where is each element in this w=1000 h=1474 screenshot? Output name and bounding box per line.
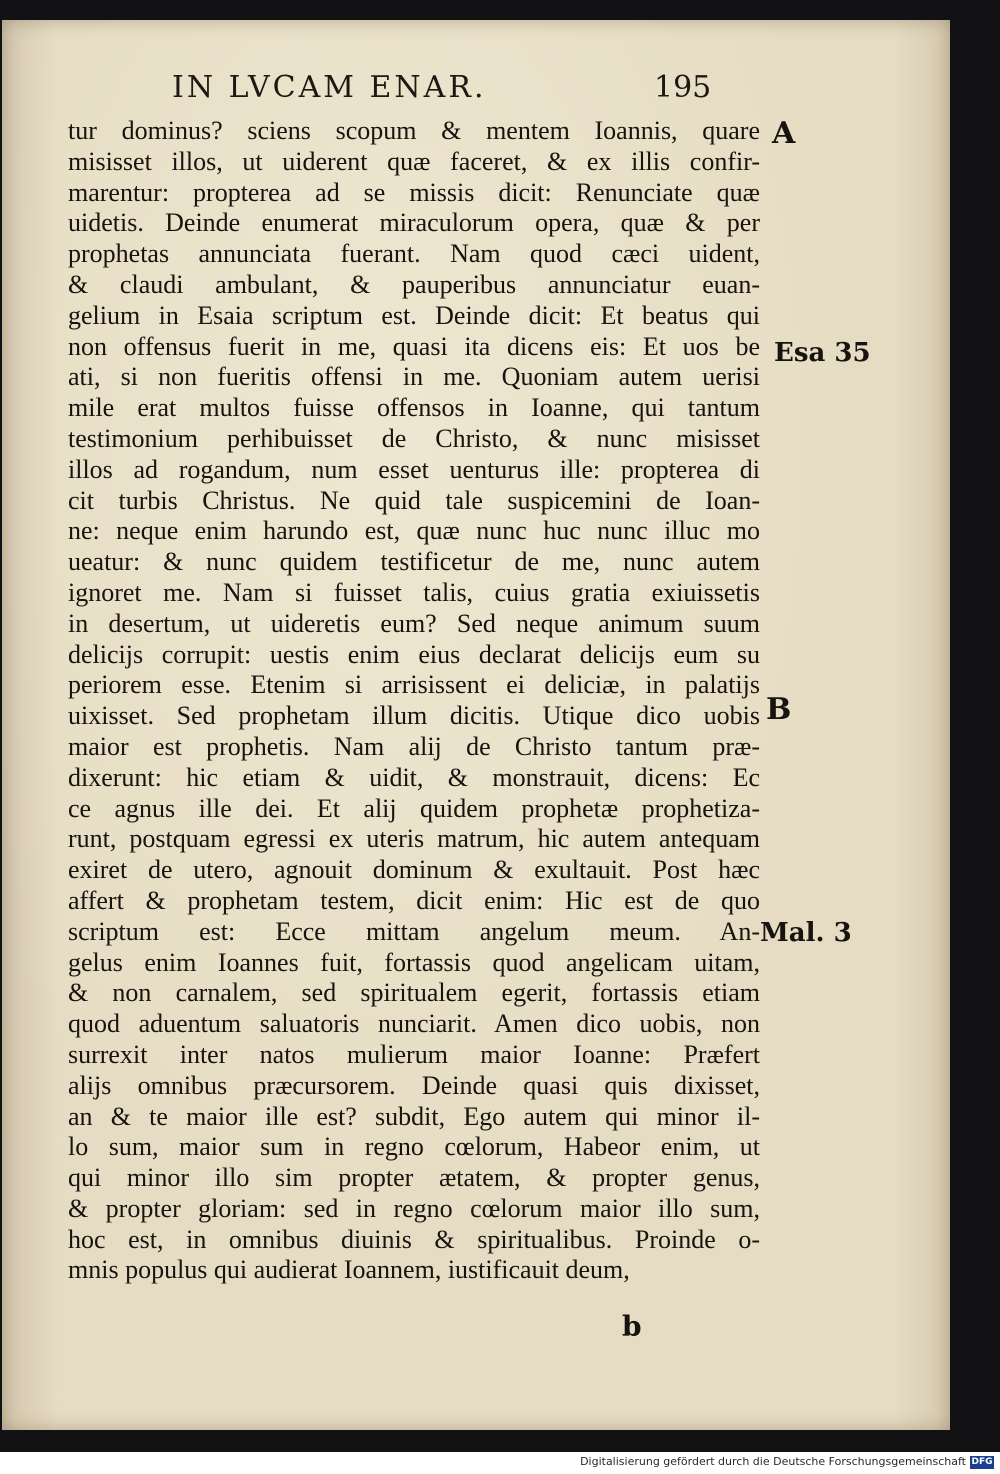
text-line: & propter gloriam: sed in regno cœlorum maior illo sum,: [68, 1193, 760, 1223]
text-line: an & te maior ille est? subdit, Ego autem qui minor il-: [68, 1101, 760, 1131]
text-line: marentur: propterea ad se missis dicit: Renunciate quæ: [68, 177, 760, 207]
text-line: in desertum, ut uideretis eum? Sed neque animum suum: [68, 608, 760, 638]
text-line: mile erat multos fuisse offensos in Ioanne, qui tantum: [68, 393, 760, 423]
page-number: 195: [654, 70, 712, 105]
running-head: IN LVCAM ENAR.: [172, 70, 487, 105]
text-line: ueatur: & nunc quidem testificetur de me, nunc autem: [68, 547, 760, 577]
text-line: dixerunt: hic etiam & uidit, & monstrauit, dicens: Ec: [68, 762, 760, 792]
text-line: exiret de utero, agnouit dominum & exultauit. Post hæc: [68, 855, 760, 885]
text-line: ce agnus ille dei. Et alij quidem prophetæ prophetiza-: [68, 793, 760, 823]
text-line: quod aduentum saluatoris nunciarit. Amen dico uobis, non: [68, 1009, 760, 1039]
text-line: maior est prophetis. Nam alij de Christo tantum præ-: [68, 731, 760, 761]
dfg-logo-icon: DFG: [971, 1457, 993, 1467]
text-line: testimonium perhibuisset de Christo, & nunc misisset: [68, 423, 760, 453]
text-line: tur dominus? sciens scopum & mentem Ioannis, quare: [68, 116, 760, 145]
body-text: [68, 116, 760, 1286]
text-line: ati, si non fueritis offensi in me. Quoniam autem uerisi: [68, 362, 760, 392]
text-line: prophetas annunciata fuerant. Nam quod cæci uident,: [68, 239, 760, 269]
text-line: non offensus fuerit in me, quasi ita dicens eis: Et uos be: [68, 331, 760, 361]
text-line: alijs omnibus præcursorem. Deinde quasi quis dixisset,: [68, 1070, 760, 1100]
margin-letter-a: A: [772, 116, 796, 151]
footer-bar: [0, 1452, 1000, 1474]
text-line: misisset illos, ut uiderent quæ faceret, & ex illis confir-: [68, 146, 760, 176]
text-line: ne: neque enim harundo est, quæ nunc huc nunc illuc mo: [68, 516, 760, 546]
signature-mark: b: [622, 1310, 642, 1343]
text-line: scriptum est: Ecce mittam angelum meum. An-: [68, 916, 760, 946]
text-line: illos ad rogandum, num esset uenturus ille: propterea di: [68, 454, 760, 484]
book-page: [2, 20, 950, 1430]
text-line: surrexit inter natos mulierum maior Ioanne: Præfert: [68, 1039, 760, 1069]
text-line: uixisset. Sed prophetam illum dicitis. Utique dico uobis: [68, 701, 760, 731]
margin-reference-malachias: Mal. 3: [760, 918, 852, 948]
text-line: gelus enim Ioannes fuit, fortassis quod angelicam uitam,: [68, 947, 760, 977]
text-line: mnis populus qui audierat Ioannem, iustificauit deum,: [68, 1255, 630, 1285]
margin-reference-esaias: Esa 35: [774, 338, 871, 368]
text-line: runt, postquam egressi ex uteris matrum, hic autem antequam: [68, 824, 760, 854]
text-line: gelium in Esaia scriptum est. Deinde dicit: Et beatus qui: [68, 300, 760, 330]
text-line: & claudi ambulant, & pauperibus annunciatur euan-: [68, 269, 760, 299]
text-line: uidetis. Deinde enumerat miraculorum opera, quæ & per: [68, 208, 760, 238]
text-line: lo sum, maior sum in regno cœlorum, Habeor enim, ut: [68, 1132, 760, 1162]
text-line: ignoret me. Nam si fuisset talis, cuius gratia exiuissetis: [68, 577, 760, 607]
text-line: qui minor illo sim propter ætatem, & propter genus,: [68, 1163, 760, 1193]
margin-letter-b: B: [766, 692, 792, 727]
text-line: hoc est, in omnibus diuinis & spiritualibus. Proinde o-: [68, 1224, 760, 1254]
text-line: & non carnalem, sed spiritualem egerit, fortassis etiam: [68, 978, 760, 1008]
text-line: periorem esse. Etenim si arrisissent ei deliciæ, in palatijs: [68, 670, 760, 700]
footer-credit: Digitalisierung gefördert durch die Deutsche Forschungsgemeinschaft: [580, 1455, 966, 1468]
text-line: delicijs corrupit: uestis enim eius declarat delicijs eum su: [68, 639, 760, 669]
text-line: affert & prophetam testem, dicit enim: Hic est de quo: [68, 885, 760, 915]
text-line: cit turbis Christus. Ne quid tale suspicemini de Ioan-: [68, 485, 760, 515]
